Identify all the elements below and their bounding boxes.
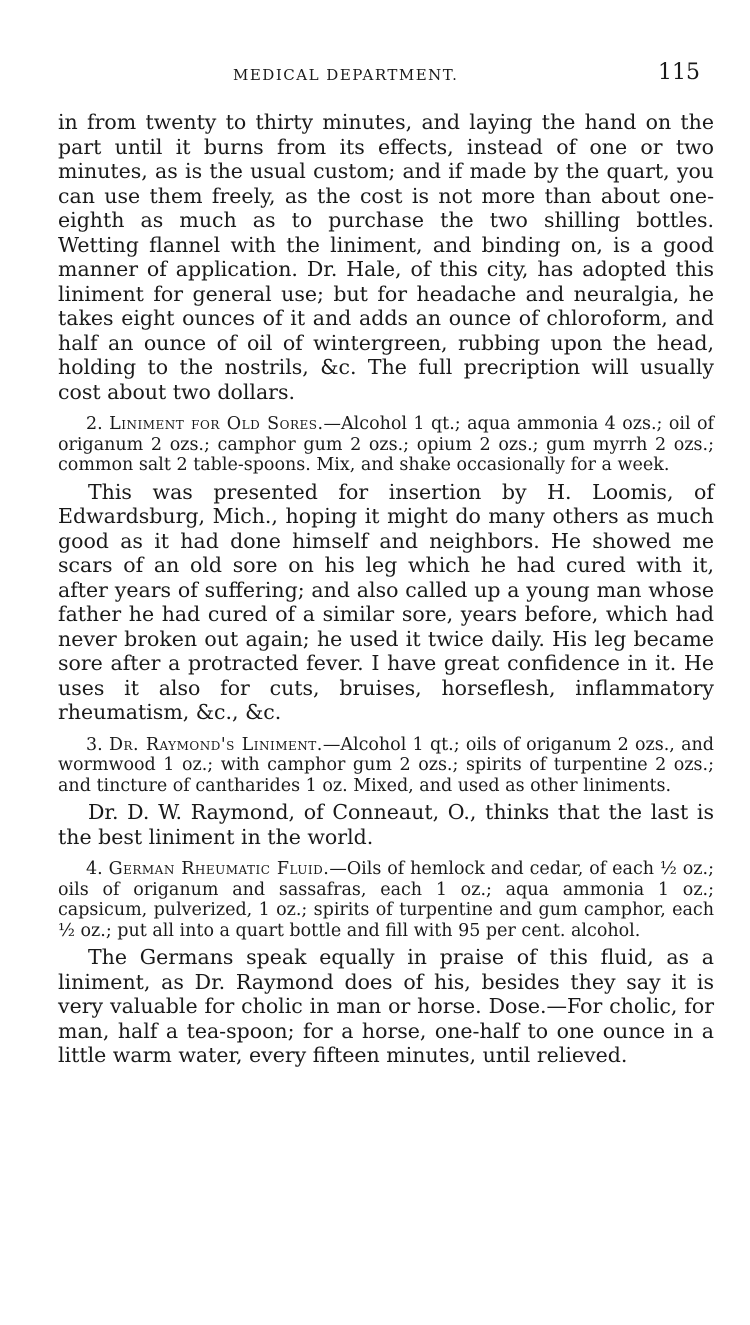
- recipe-title: Liniment for Old Sores.: [109, 414, 324, 434]
- recipe-body: —Alcohol 1 qt.; aqua ammonia 4 ozs.; oil of origanum 2 ozs.; camphor gum 2 ozs.; opium 2 ozs.; gum myrrh 2 ozs.; common salt 2 table-spoons. Mix, and shake occasionally for a week.: [58, 414, 714, 475]
- recipe-old-sores: [58, 414, 714, 476]
- paragraph-continuation: in from twenty to thirty minutes, and laying the hand on the part until it burns from its effects, instead of one or two minutes, as is the usual custom; and if made by the quart, you can use them freely, as the cost is not more than about one-eighth as much as to purchase the two shilling bottles. Wetting flannel with the liniment, and binding on, is a good manner of application. Dr. Hale, of this city, has adopted this liniment for general use; but for headache and neuralgia, he takes eight ounces of it and adds an ounce of chloroform, and half an ounce of oil of wintergreen, rubbing upon the head, holding to the nostrils, &c. The full precription will usually cost about two dollars.: [58, 110, 714, 404]
- recipe-german-fluid: [58, 859, 714, 941]
- paragraph-loomis: This was presented for insertion by H. Loomis, of Edwardsburg, Mich., hoping it might do many others as much good as it had done himself and neighbors. He showed me scars of an old sore on his leg which he had cured with it, after years of suffering; and also called up a young man whose father he had cured of a similar sore, years before, which had never broken out again; he used it twice daily. His leg became sore after a protracted fever. I have great confidence in it. He uses it also for cuts, bruises, horseflesh, inflammatory rheumatism, &c., &c.: [58, 479, 714, 724]
- page-number: 115: [658, 60, 700, 85]
- page-body: [58, 110, 714, 1068]
- paragraph-germans: The Germans speak equally in praise of this fluid, as a liniment, as Dr. Raymond does of his, besides they say it is very valuable for cholic in man or horse. Dose.—For cholic, for man, half a tea-spoon; for a horse, one-half to one ounce in a little warm water, every fifteen minutes, until relieved.: [58, 945, 714, 1067]
- page-header: [58, 58, 714, 98]
- recipe-number: 2.: [86, 414, 103, 434]
- recipe-title: Dr. Raymond's Liniment.: [108, 734, 323, 755]
- running-head: MEDICAL DEPARTMENT.: [233, 66, 459, 84]
- recipe-title: German Rheumatic Fluid.: [108, 859, 330, 879]
- recipe-number: 4.: [86, 859, 103, 879]
- recipe-body: —Alcohol 1 qt.; oils of origanum 2 ozs., and wormwood 1 oz.; with camphor gum 2 ozs.; spirits of turpentine 2 ozs.; and tincture of cantharides 1 oz. Mixed, and used as other liniments.: [58, 734, 714, 796]
- recipe-raymond: [58, 735, 714, 797]
- recipe-body: —Oils of hemlock and cedar, of each ½ oz.; oils of origanum and sassafras, each 1 oz.; aqua ammonia 1 oz.; capsicum, pulverized, 1 oz.; spirits of turpentine and gum camphor, each ½ oz.; put all into a quart bottle and fill with 95 per cent. alcohol.: [58, 859, 714, 941]
- paragraph-raymond: Dr. D. W. Raymond, of Conneaut, O., thinks that the last is the best liniment in the world.: [58, 800, 714, 849]
- recipe-number: 3.: [86, 734, 103, 755]
